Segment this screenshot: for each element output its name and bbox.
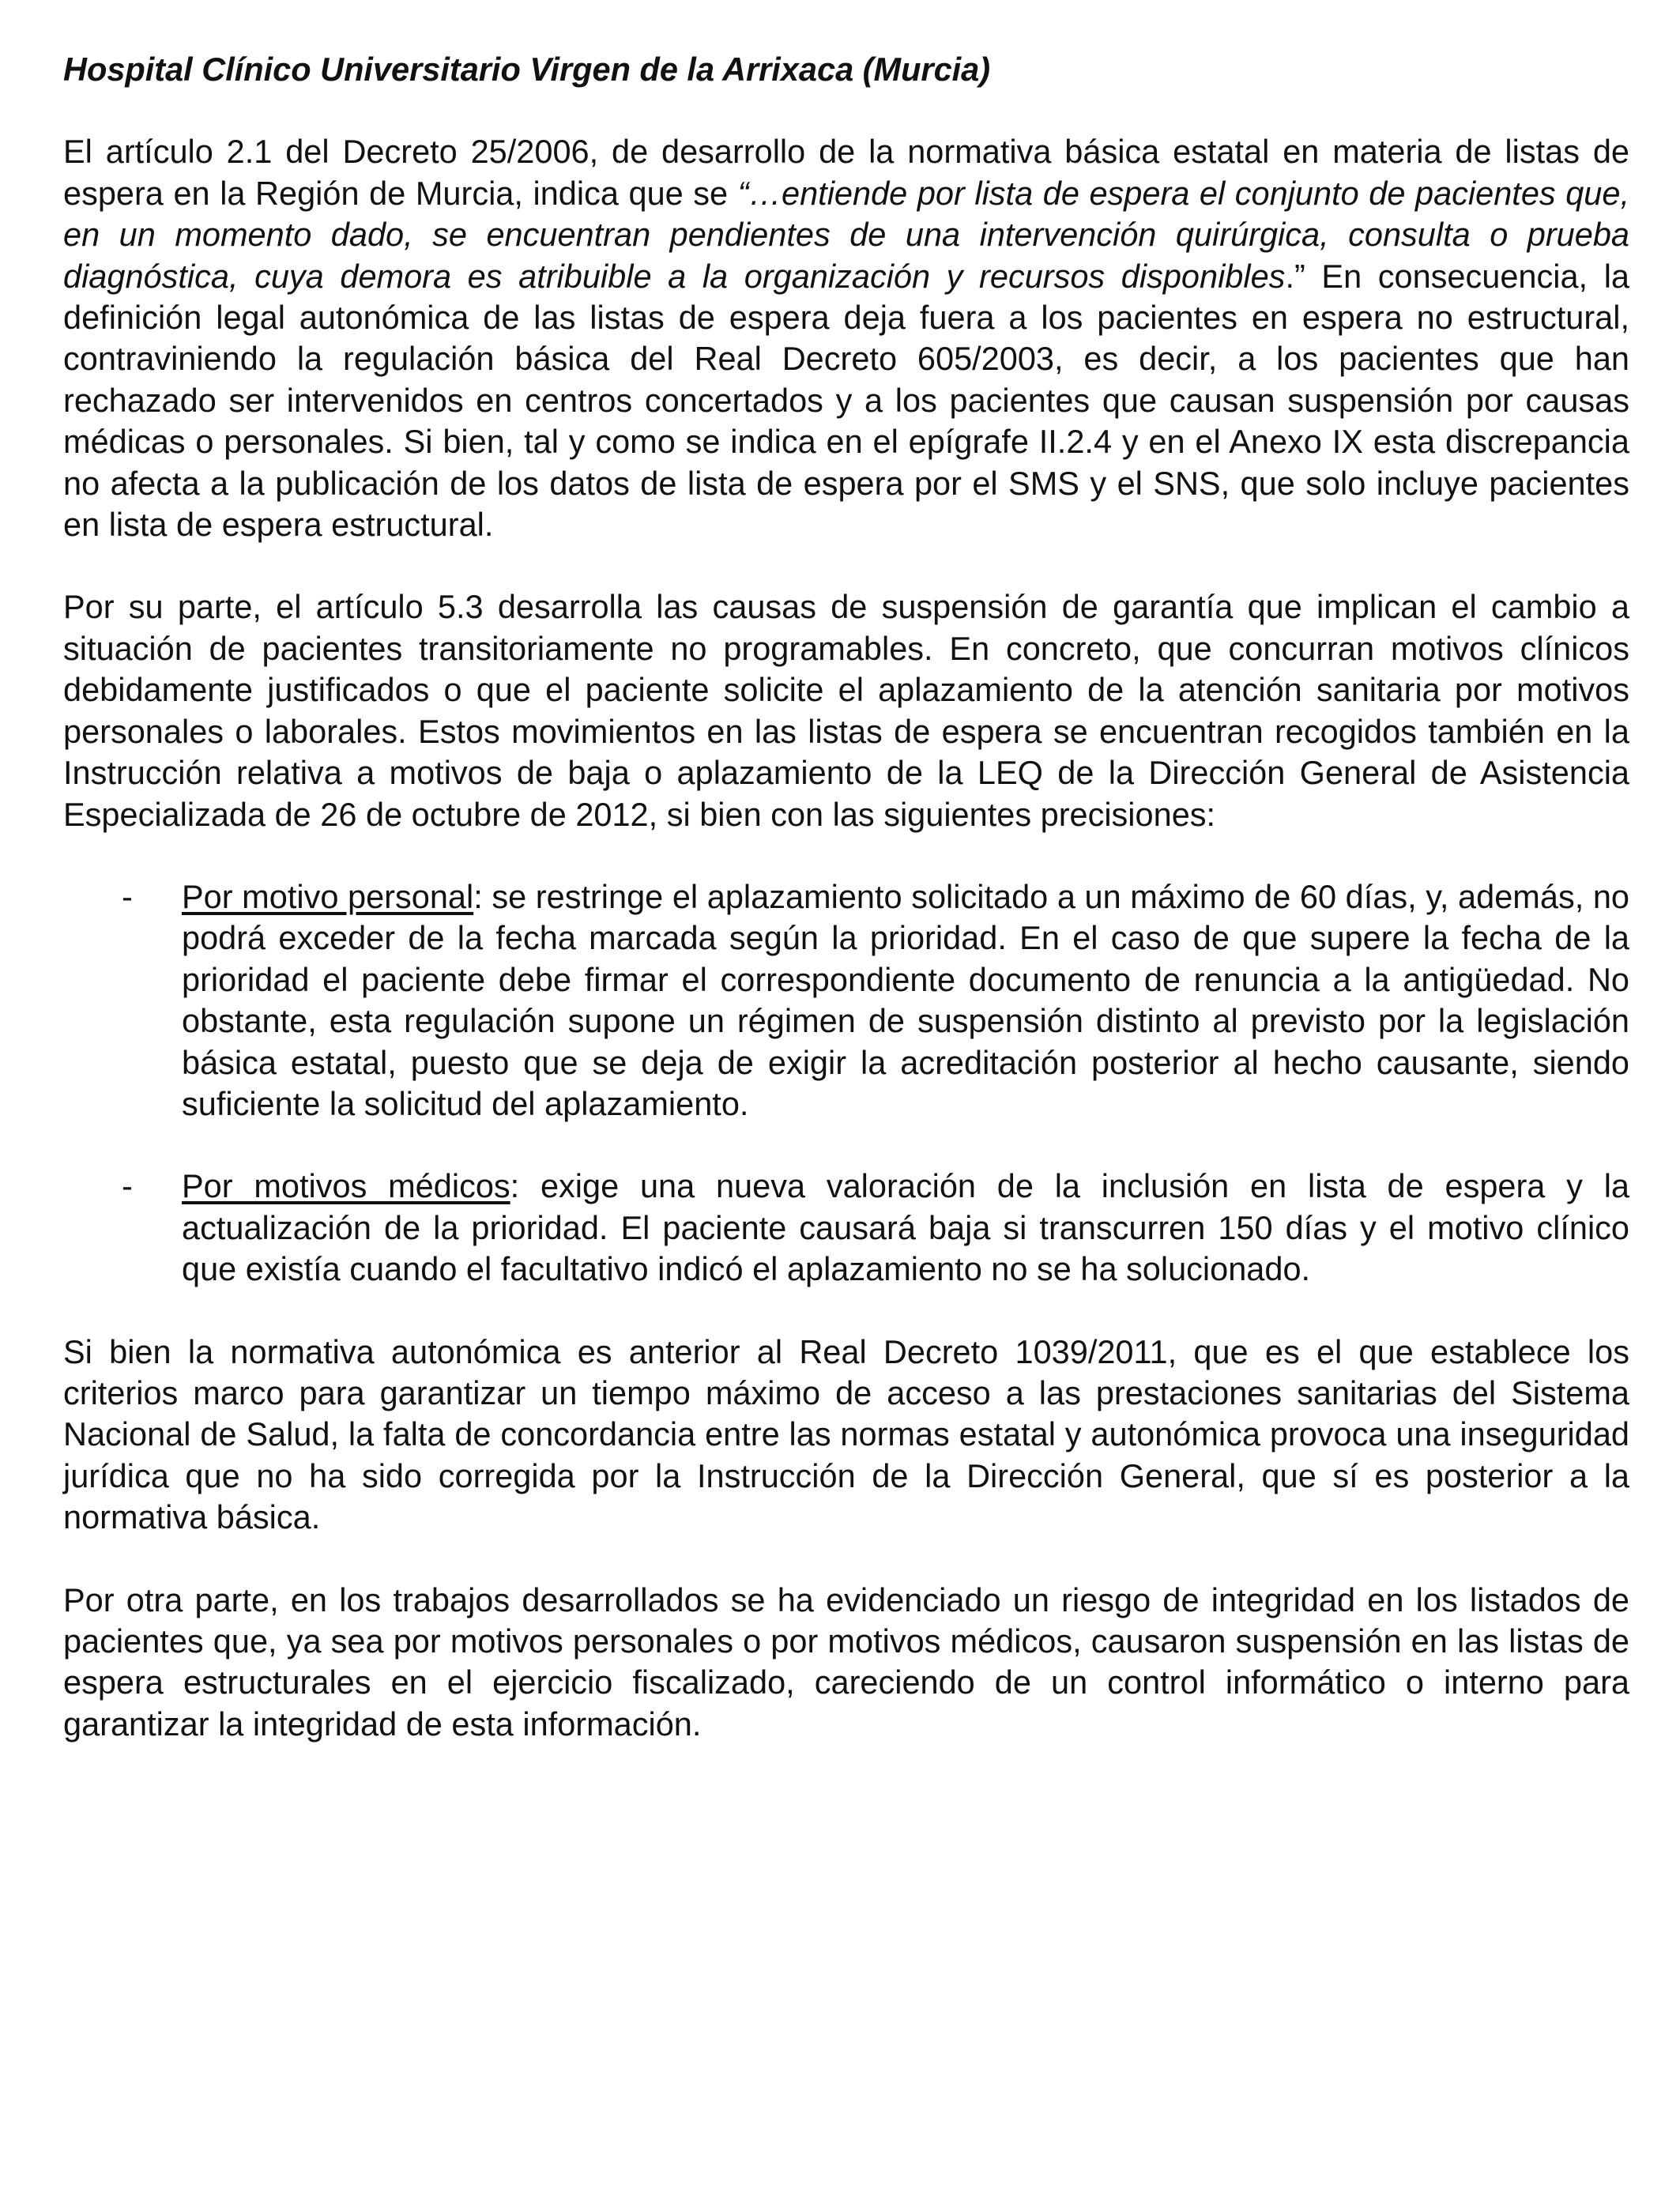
list-item-personal-reason <box>63 876 1629 1125</box>
paragraph-suspension-causes: Por su parte, el artículo 5.3 desarrolla las causas de suspensión de garantía que implican el cambio a situación de pacientes transitoriamente no programables. En concreto, que concurran motivos clínicos debidamente justificados o que el paciente solicite el aplazamiento de la atención sanitaria por motivos personales o laborales. Estos movimientos en las listas de espera se encuentran recogidos también en la Instrucción relativa a motivos de baja o aplazamiento de la LEQ de la Dirección General de Asistencia Especializada de 26 de octubre de 2012, si bien con las siguientes precisiones: <box>63 588 1629 833</box>
list-item-text: : exige una nueva valoración de la inclusión en lista de espera y la actualización de la prioridad. El paciente causará baja si transcurren 150 días y el motivo clínico que existía cuando el facultativo indicó el aplazamiento no se ha solucionado. <box>182 1167 1629 1288</box>
document-page <box>63 49 1629 1786</box>
list-item-term: Por motivos médicos <box>182 1167 510 1205</box>
paragraph-integrity-risk: Por otra parte, en los trabajos desarrollados se ha evidenciado un riesgo de integridad en los listados de pacientes que, ya sea por motivos personales o por motivos médicos, causaron suspensión en las listas de espera estructurales en el ejercicio fiscalizado, careciendo de un control informático o interno para garantizar la integridad de esta información. <box>63 1581 1629 1743</box>
list-bullet: - <box>122 1167 133 1205</box>
paragraph-text: El artículo 2.1 del Decreto 25/2006, de desarrollo de la normativa básica estatal en materia de listas de espera en la Región de Murcia, indica que se <box>63 133 1629 212</box>
list-item-text: : se restringe el aplazamiento solicitado a un máximo de 60 días, y, además, no podrá exceder de la fecha marcada según la prioridad. En el caso de que supere la fecha de la prioridad el paciente debe firmar el correspondiente documento de renuncia a la antigüedad. No obstante, esta regulación supone un régimen de suspensión distinto al previsto por la legislación básica estatal, puesto que se deja de exigir la acreditación posterior al hecho causante, siendo suficiente la solicitud del aplazamiento. <box>182 877 1629 1122</box>
list-item-medical-reason <box>63 1166 1629 1290</box>
legal-quote: “…entiende por lista de espera el conjunto de pacientes que, en un momento dado, se encuentran pendientes de una intervención quirúrgica, consulta o prueba diagnóstica, cuya demora es atribuible a la organización y recursos disponibles <box>63 174 1629 295</box>
list-bullet: - <box>122 877 133 915</box>
document-title: Hospital Clínico Universitario Virgen de la Arrixaca (Murcia) <box>63 51 991 88</box>
paragraph-decreto-definition <box>63 131 1629 545</box>
paragraph-text: .” En consecuencia, la definición legal autonómica de las listas de espera deja fuera a los pacientes en espera no estructural, contraviniendo la regulación básica del Real Decreto 605/2003, es decir, a los pacientes que han rechazado ser intervenidos en centros concertados y a los pacientes que causan suspensión por causas médicas o personales. Si bien, tal y como se indica en el epígrafe II.2.4 y en el Anexo IX esta discrepancia no afecta a la publicación de los datos de lista de espera por el SMS y el SNS, que solo incluye pacientes en lista de espera estructural. <box>63 257 1629 544</box>
precisions-list <box>63 876 1629 1290</box>
paragraph-legal-uncertainty: Si bien la normativa autonómica es anterior al Real Decreto 1039/2011, que es el que establece los criterios marco para garantizar un tiempo máximo de acceso a las prestaciones sanitarias del Sistema Nacional de Salud, la falta de concordancia entre las normas estatal y autonómica provoca una inseguridad jurídica que no ha sido corregida por la Instrucción de la Dirección General, que sí es posterior a la normativa básica. <box>63 1332 1629 1536</box>
list-item-term: Por motivo personal <box>182 877 474 915</box>
